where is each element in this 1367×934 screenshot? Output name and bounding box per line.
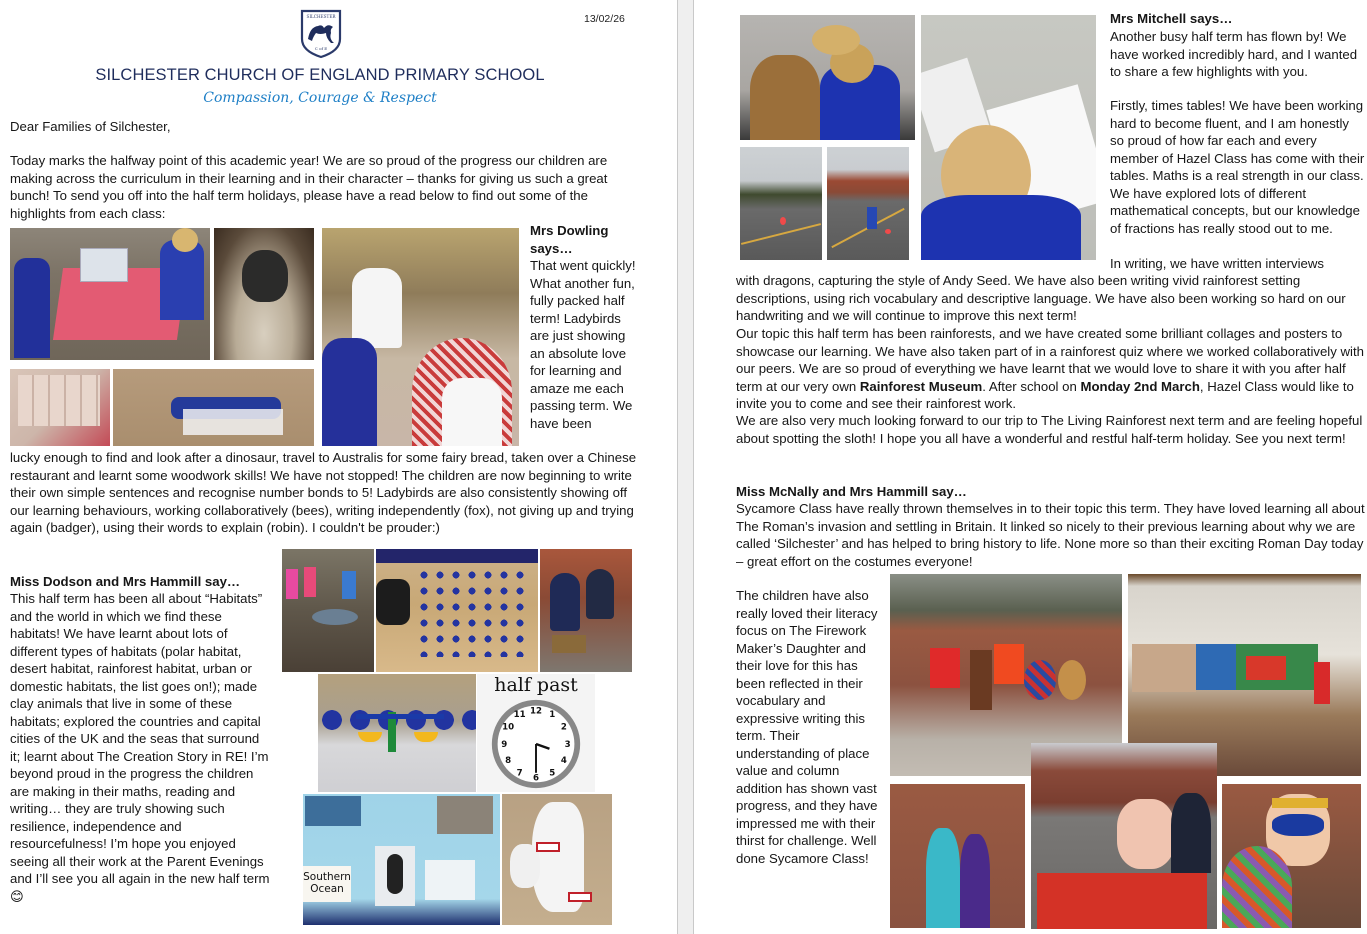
mitchell-paragraph-3-start: In writing, we have written interviews (1110, 256, 1325, 271)
svg-text:3: 3 (564, 739, 571, 750)
mitchell-paragraph-1: Another busy half term has flown by! We have worked incredibly hard, and I wanted to share a few highlights with you. (1110, 29, 1358, 79)
southern-ocean-label: Southern Ocean (303, 866, 351, 902)
mitchell-paragraph-3: with dragons, capturing the style of Andy Seed. We have also been writing vivid rainforest setting descriptions, using rich vocabulary and descriptive language. We have also been working so hard on our handwriting and we will continue to improve this next term! (736, 273, 1346, 323)
logo-text-bottom: C of E (314, 46, 328, 51)
photo-children-writing-floor (113, 369, 314, 446)
rainforest-museum: Rainforest Museum (859, 378, 983, 394)
photo-boy-with-shield (1031, 743, 1217, 929)
svg-text:9: 9 (501, 739, 508, 750)
newsletter-page-2 (694, 0, 1367, 934)
svg-text:10: 10 (502, 722, 515, 733)
mitchell-p4-mid: . After school on (982, 378, 1081, 394)
dowling-text: lucky enough to find and look after a dinosaur, travel to Australis for some fairy bread, taken over a Chinese restaurant and learnt some woodwork skills! We have not stopped! The children are now beginning to write their own simple sentences and recognise number bonds to 5! Ladybirds are also consistently showing off our learning behaviours, working collaboratively (bees), writing independently (fox), not giving up and trying again (badger), using their words to explain (robin). I couldn't be prouder:) (10, 450, 637, 535)
photo-playground-1 (740, 147, 822, 260)
greeting: Dear Families of Silchester, (10, 119, 171, 134)
dowling-heading: Mrs Dowling says… (530, 223, 609, 256)
mitchell-p4-end: , Hazel Class would like to invite you to come and see their rainforest work. (736, 378, 1354, 411)
photo-girls-costumes (890, 784, 1025, 928)
photo-half-past-clock (477, 674, 595, 792)
dodson-body: This half term has been all about “Habitats” and the world in which we find these habitats! We have learnt about lots of different types of habitats (polar habitat, desert habitat, rainforest habitat, urban or domestic habitats, the list goes on!); made clay animals that live in some of these habitats; explored the countries and capital cities of the UK and the seas that surround it; learnt about The Creation Story in RE! I’m beyond proud in the progress the children are making in their maths, reading and writing… they are truly showing such resilience, independence and resourcefulness! I’m hope you enjoyed seeing all their work at the Parent Evenings and I’ll see you all again in the new half term (10, 591, 270, 886)
photo-planting-outside (540, 549, 632, 672)
svg-text:1: 1 (549, 710, 556, 721)
photo-woodwork (10, 228, 210, 360)
photo-uk-map-display (502, 794, 612, 925)
school-name-heading: SILCHESTER CHURCH OF ENGLAND PRIMARY SCHOOL (95, 66, 545, 84)
photo-southern-ocean-display (303, 794, 500, 925)
mcnally-heading: Miss McNally and Mrs Hammill say… (736, 484, 967, 499)
photo-girl-writing (921, 15, 1096, 260)
newsletter-page-1 (0, 0, 677, 934)
mitchell-heading: Mrs Mitchell says… (1110, 11, 1233, 26)
mitchell-paragraph-2: Firstly, times tables! We have been working hard to become fluent, and I am honestly so proud of how far each and every member of Hazel Class has come with their tables. Maths is a real strength in our class. We have explored lots of different mathematical concepts, but our knowledge of fractions has really stood out to me. (1110, 98, 1365, 236)
photo-girls-reading-maps (740, 15, 915, 140)
event-date: Monday 2nd March (1080, 378, 1200, 394)
svg-text:4: 4 (560, 756, 567, 767)
svg-text:5: 5 (549, 768, 556, 779)
school-crest-logo (300, 9, 342, 59)
mitchell-paragraph-5: We are also very much looking forward to our trip to The Living Rainforest next term and are feeling hopeful about spotting the sloth! I hope you all have a wonderful and restful half-term holiday. See you next term! (736, 413, 1363, 446)
mcnally-text: Sycamore Class have really thrown themselves in to their topic this term. They have loved learning all about The Roman’s invasion and settling in Britain. It linked so nicely to their previous learning about why we are called ‘Silchester’ and has helped to bring history to life. None more so than their exciting Roman Day today – great effort on the costumes everyone! (736, 501, 1365, 569)
photo-playground-2 (827, 147, 909, 260)
intro-paragraph: Today marks the halfway point of this academic year! We are so proud of the progress our children are making across the curriculum in their learning and in their character – thanks for giving us such a great bunch! To send you off into the half term holidays, please have a read below to find out some of the highlights from each class: (10, 153, 608, 221)
svg-text:11: 11 (513, 710, 526, 721)
smiley-emoji-icon: 😊 (10, 888, 24, 904)
clock-icon (488, 696, 584, 792)
photo-fairy-bread (10, 369, 110, 446)
mcnally-side-text: The children have also really loved their literacy focus on The Firework Maker’s Daughter and their love for this has been reflected in their vocabulary and expressive writing this term. Their understanding of place value and column addition has shown vast progress, and they have impressed me with their thirst for challenge. Well done Sycamore Class! (736, 588, 878, 866)
dodson-text (10, 590, 272, 905)
photo-hall-assembly (376, 549, 538, 672)
photo-chinese-restaurant (322, 228, 519, 446)
school-motto: Compassion, Courage & Respect (203, 90, 437, 106)
dodson-heading: Miss Dodson and Mrs Hammill say… (10, 574, 241, 589)
dowling-side-text: That went quickly! What another fun, fully packed half term! Ladybirds are just showing an absolute love for learning and amaze me each passing term. We have been (530, 258, 636, 431)
svg-text:2: 2 (560, 722, 567, 733)
svg-text:6: 6 (532, 773, 540, 784)
svg-text:12: 12 (529, 706, 543, 717)
svg-text:8: 8 (505, 756, 512, 767)
newsletter-date: 13/02/26 (584, 13, 625, 25)
mitchell-p4-start: Our topic this half term has been rainforests, and we have created some brilliant collages and posters to showcase our learning. We have also taken part of in a rainforest quiz where we worked collaboratively with our peers. We are so proud of everything we have learnt that we would love to share it with you after half term at our very own (736, 326, 1364, 394)
svg-text:7: 7 (516, 768, 523, 779)
mitchell-paragraph-4 (736, 325, 1366, 413)
photo-dinosaur-egg (214, 228, 314, 360)
photo-mud-kitchen (282, 549, 374, 672)
photo-balance-scales (318, 674, 476, 792)
clock-caption: half past (494, 674, 578, 696)
logo-text-top: SILCHESTER (306, 14, 336, 19)
page-gutter (677, 0, 694, 934)
photo-face-paint (1222, 784, 1361, 928)
